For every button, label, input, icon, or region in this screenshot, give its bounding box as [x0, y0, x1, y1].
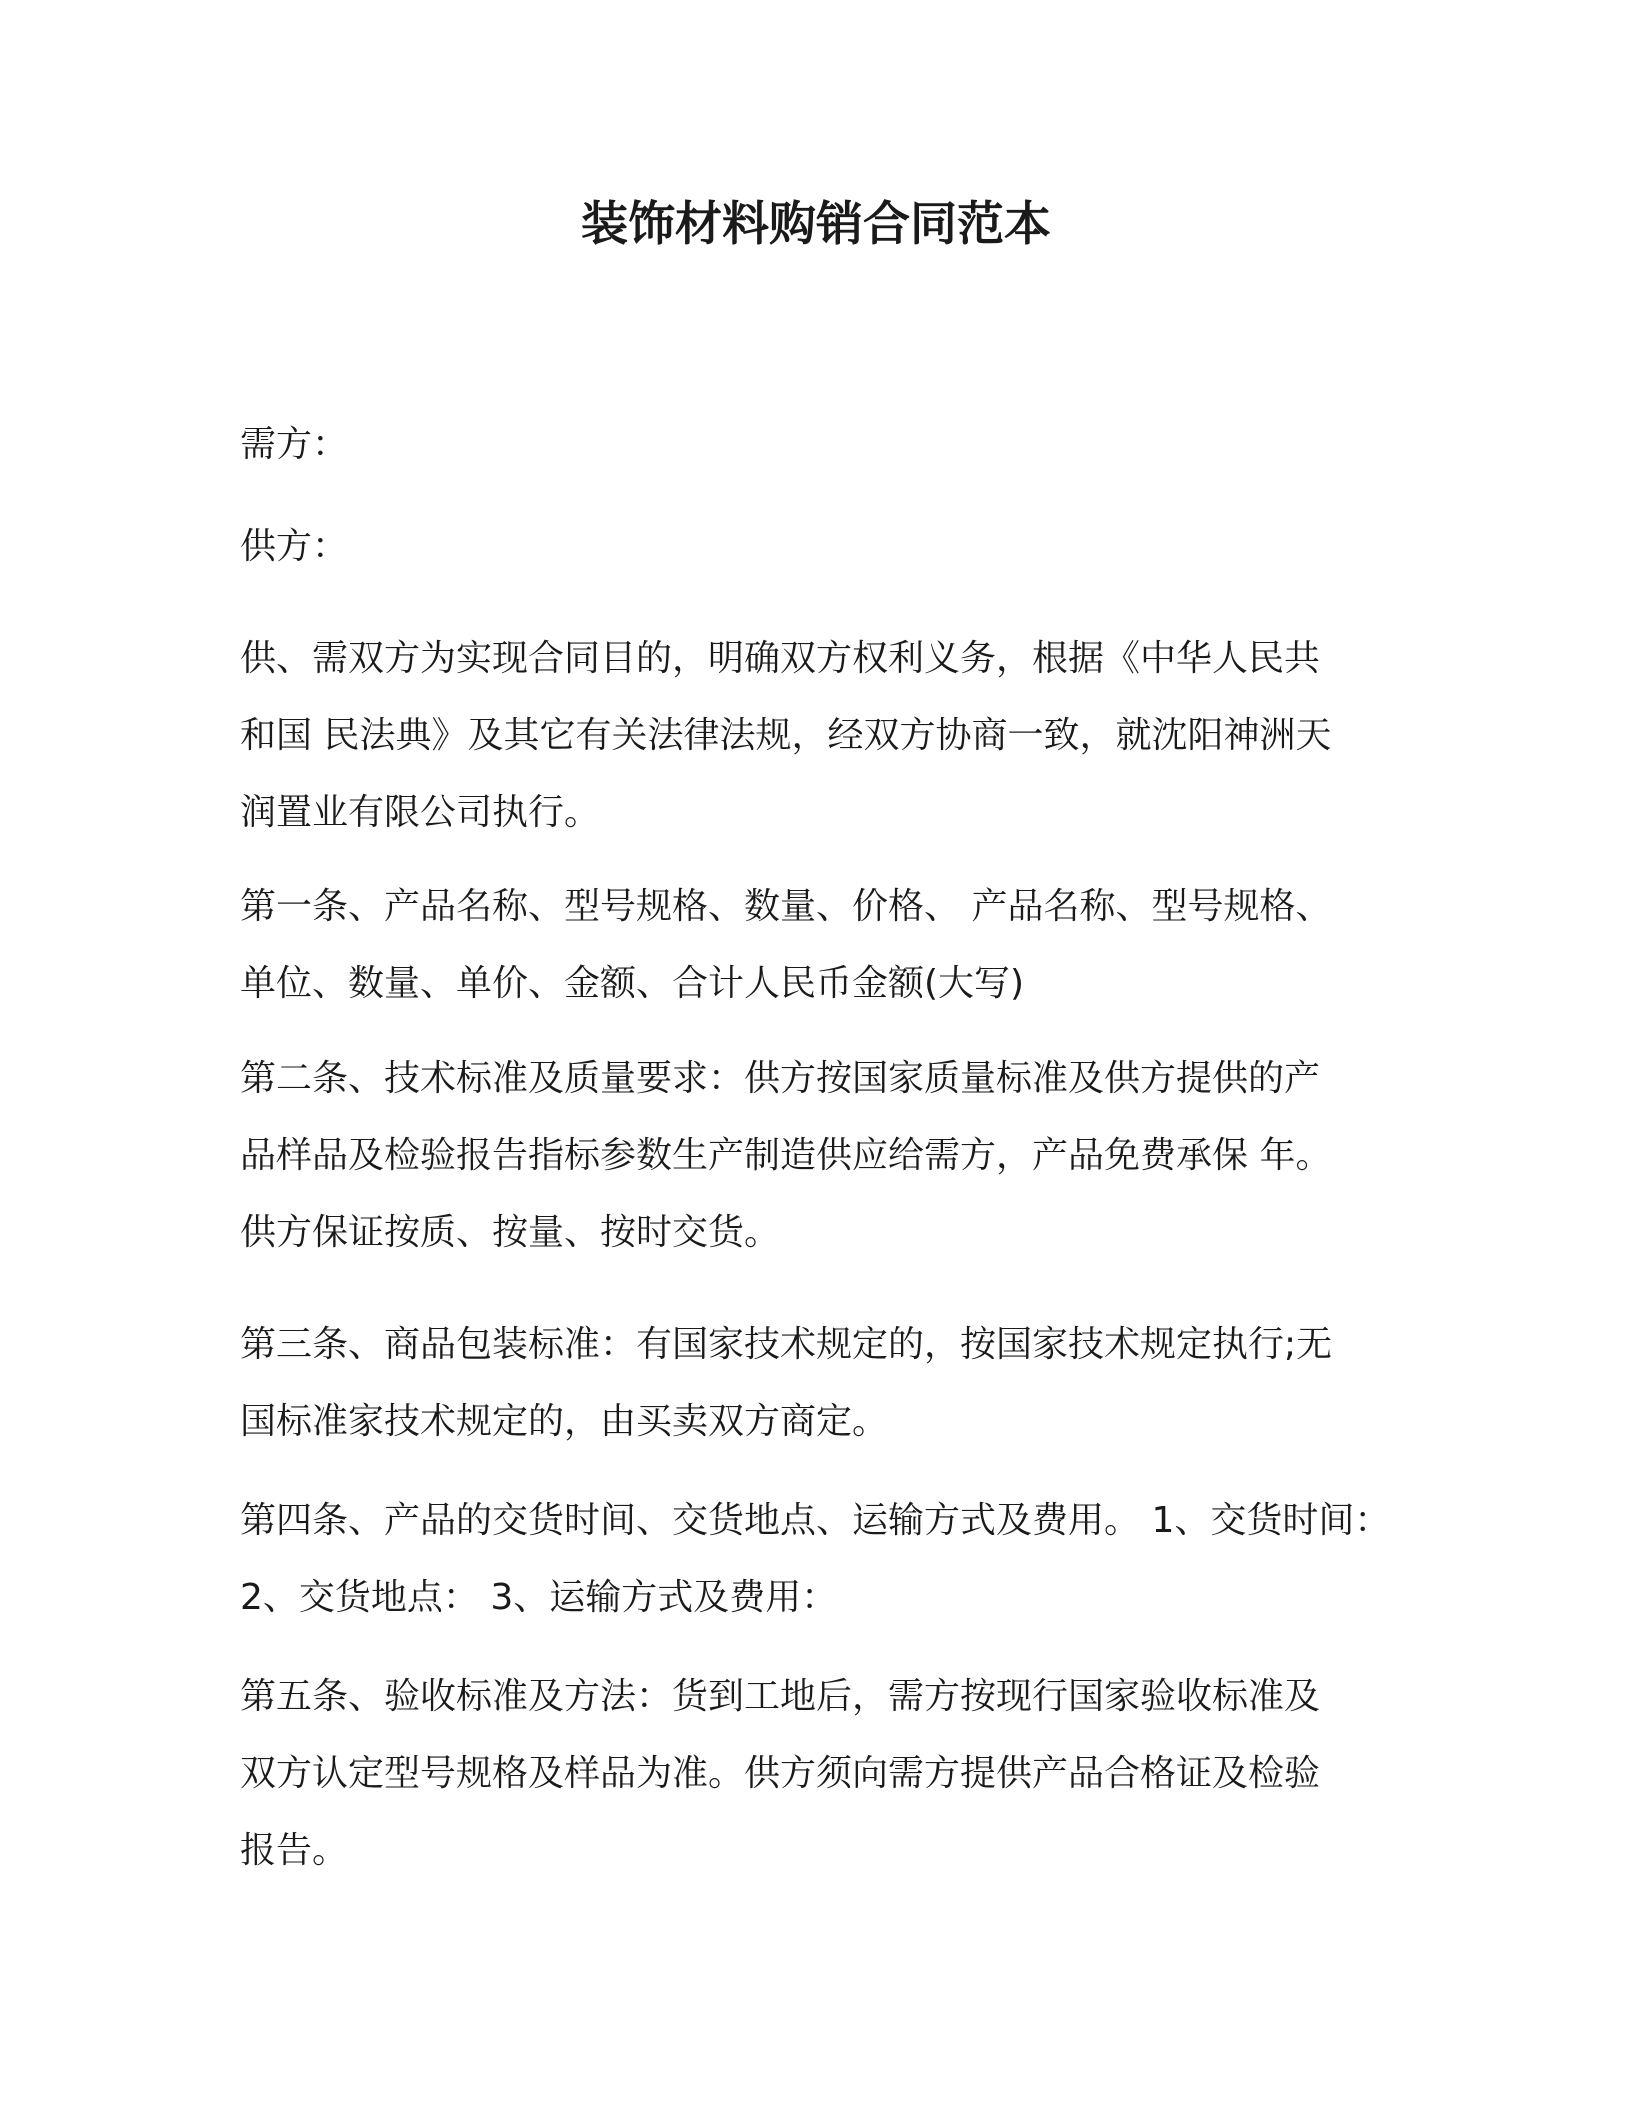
buyer-label: [240, 416, 1410, 474]
article-3-line: 第三条、商品包装标准：有国家技术规定的，按国家技术规定执行;无: [240, 1324, 1333, 1365]
article-4-line: 2、交货地点： 3、运输方式及费用：: [240, 1577, 838, 1618]
article-2-line: 品样品及检验报告指标参数生产制造供应给需方，产品免费承保 年。: [240, 1135, 1332, 1176]
article-1: [240, 868, 1410, 1022]
intro-paragraph: [240, 620, 1410, 851]
article-2-line: 第二条、技术标准及质量要求：供方按国家质量标准及供方提供的产: [240, 1058, 1321, 1099]
article-2-line: 供方保证按质、按量、按时交货。: [240, 1212, 781, 1253]
article-4-line: 第四条、产品的交货时间、交货地点、运输方式及费用。 1、交货时间：: [240, 1500, 1391, 1541]
buyer-label-text: 需方：: [240, 424, 349, 465]
article-3-line: 国标准家技术规定的，由买卖双方商定。: [240, 1401, 889, 1442]
article-1-line: 第一条、产品名称、型号规格、数量、价格、 产品名称、型号规格、: [240, 886, 1332, 927]
intro-line: 和国 民法典》及其它有关法律法规，经双方协商一致，就沈阳神洲天: [240, 715, 1332, 756]
article-3: [240, 1306, 1410, 1460]
seller-label-text: 供方：: [240, 526, 349, 567]
article-5-line: 报告。: [240, 1830, 349, 1871]
article-1-line: 单位、数量、单价、金额、合计人民币金额(大写): [240, 963, 1025, 1004]
intro-line: 供、需双方为实现合同目的，明确双方权利义务，根据《中华人民共: [240, 638, 1321, 679]
seller-label: [240, 518, 1410, 576]
article-5: [240, 1658, 1410, 1889]
article-4: [240, 1482, 1410, 1636]
intro-line: 润置业有限公司执行。: [240, 792, 601, 833]
document-title: 装饰材料购销合同范本: [581, 197, 1051, 252]
article-5-line: 第五条、验收标准及方法：货到工地后，需方按现行国家验收标准及: [240, 1676, 1321, 1717]
article-2: [240, 1040, 1410, 1271]
article-5-line: 双方认定型号规格及样品为准。供方须向需方提供产品合格证及检验: [240, 1753, 1321, 1794]
